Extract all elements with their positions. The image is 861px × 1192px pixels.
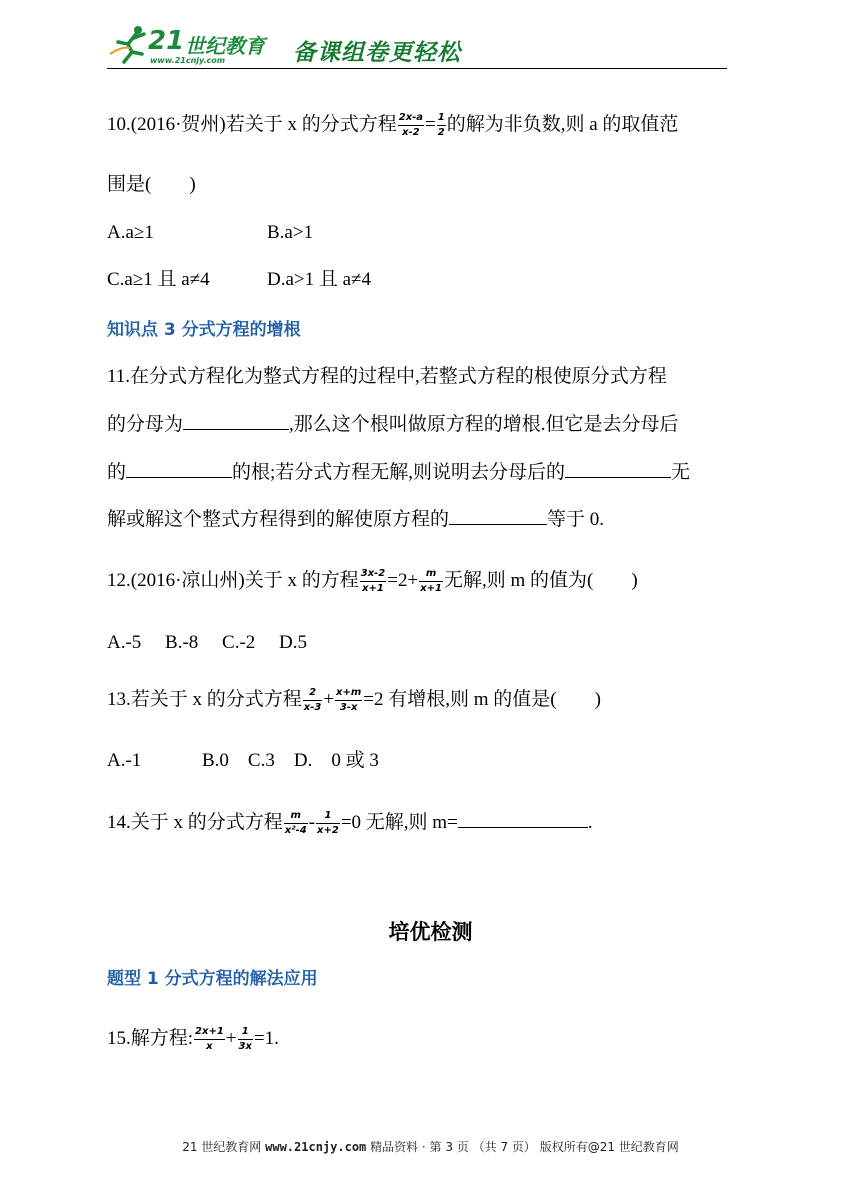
logo-text: 世纪教育 [185, 34, 265, 58]
question-10-line2: 围是( ) [107, 174, 196, 195]
q12-fraction2 [419, 568, 443, 595]
q11-text-g: 等于 0. [547, 509, 605, 530]
header-rule [107, 68, 727, 69]
q10-frac1-num: 2x-a [398, 112, 424, 126]
q15-frac1-den: x [206, 1041, 213, 1053]
question-11-line1: 11.在分式方程化为整式方程的过程中,若整式方程的根使原分式方程 [107, 366, 667, 387]
q12-text1: 12.(2016·凉山州)关于 x 的方程 [107, 570, 359, 591]
section-heading-3: 知识点 3 分式方程的增根 [107, 320, 301, 340]
q12-fraction1 [360, 568, 387, 595]
q11-text-d: 的根;若分式方程无解,则说明去分母后的 [232, 462, 566, 483]
q13-text1: 13.若关于 x 的分式方程 [107, 689, 302, 710]
answer-blank[interactable] [183, 411, 289, 430]
q12-mid: =2+ [387, 570, 419, 591]
page-footer [0, 1138, 861, 1155]
question-10-line1 [107, 112, 678, 139]
type-heading-1: 题型 1 分式方程的解法应用 [107, 969, 318, 989]
q10-text2: 的解为非负数,则 a 的取值范 [446, 114, 679, 135]
q10-frac2-num: 1 [437, 112, 446, 126]
q13-options-rest: B.0 C.3 D. 0 或 3 [202, 750, 379, 771]
q13-plus: + [323, 689, 335, 710]
q13-text2: =2 有增根,则 m 的值是( ) [363, 689, 601, 710]
q13-frac1-num: 2 [303, 687, 323, 701]
q12-options: A.-5 B.-8 C.-2 D.5 [107, 632, 308, 653]
logo-url: www.21cnjy.com [150, 56, 226, 65]
q14-text2: =0 无解,则 m= [340, 812, 458, 833]
q12-text2: 无解,则 m 的值为( ) [444, 570, 638, 591]
q12-frac2-den: x+1 [420, 583, 442, 595]
q10-option-c: C.a≥1 且 a≠4 [107, 269, 210, 290]
q10-fraction2 [437, 112, 446, 139]
q14-fraction2 [316, 810, 340, 837]
q12-frac1-num: 3x-2 [360, 568, 387, 582]
q10-option-a: A.a≥1 [107, 222, 154, 243]
question-12 [107, 568, 638, 595]
q13-frac1-den: x-3 [303, 702, 322, 714]
q14-text1: 14.关于 x 的分式方程 [107, 812, 283, 833]
q10-frac2-den: 2 [437, 127, 445, 139]
q11-text-f: 解或解这个整式方程得到的解使原方程的 [107, 509, 450, 530]
q11-text-c: 的 [107, 462, 127, 483]
question-15 [107, 1026, 279, 1053]
q11-text-a: 的分母为 [107, 414, 184, 435]
q14-fraction1 [284, 810, 308, 837]
footer-url[interactable]: www.21cnjy.com [265, 1140, 367, 1154]
question-11-line2 [107, 411, 679, 438]
answer-blank[interactable] [449, 506, 547, 525]
answer-blank[interactable] [126, 459, 232, 478]
answer-blank[interactable] [565, 459, 671, 478]
answer-blank[interactable] [458, 809, 588, 828]
q11-text-b: ,那么这个根叫做原方程的增根.但它是去分母后 [289, 414, 679, 435]
q14-frac2-num: 1 [316, 810, 340, 824]
q14-frac1-num: m [284, 810, 308, 824]
q10-fraction1 [398, 112, 424, 139]
question-11-line3 [107, 459, 690, 486]
q15-frac2-den: 3x [238, 1041, 252, 1053]
footer-site: 21 世纪教育网 [182, 1140, 262, 1154]
section-title: 培优检测 [388, 920, 473, 944]
footer-page-info: 精品资料 · 第 3 页 （共 7 页） 版权所有@21 世纪教育网 [370, 1140, 679, 1154]
q10-eq: = [425, 114, 436, 135]
q10-frac1-den: x-2 [402, 127, 420, 139]
q15-text1: 15.解方程: [107, 1028, 194, 1049]
q12-frac1-den: x+1 [362, 583, 384, 595]
q15-frac2-num: 1 [238, 1026, 253, 1040]
q13-fraction2 [335, 687, 362, 714]
q15-text2: =1. [253, 1028, 279, 1049]
q15-plus: + [225, 1028, 237, 1049]
q14-frac2-den: x+2 [317, 825, 339, 837]
q15-frac1-num: 2x+1 [194, 1026, 225, 1040]
q13-frac2-den: 3-x [339, 702, 358, 714]
question-11-line4 [107, 506, 604, 533]
q12-frac2-num: m [419, 568, 443, 582]
q11-text-e: 无 [671, 462, 691, 483]
header-slogan: 备课组卷更轻松 [293, 40, 461, 66]
q13-fraction1 [303, 687, 323, 714]
q14-minus: - [308, 812, 316, 833]
q14-frac1-den: x²-4 [284, 825, 307, 837]
q10-text1: 10.(2016·贺州)若关于 x 的分式方程 [107, 114, 397, 135]
question-13 [107, 687, 601, 714]
q15-fraction2 [238, 1026, 253, 1053]
q14-end: . [587, 812, 593, 833]
runner-logo-icon [108, 24, 152, 64]
q13-option-a: A.-1 [107, 750, 142, 771]
q10-option-b: B.a>1 [267, 222, 314, 243]
logo-number: 21 [148, 26, 185, 56]
q10-option-d: D.a>1 且 a≠4 [267, 269, 371, 290]
q15-fraction1 [194, 1026, 225, 1053]
question-14 [107, 809, 593, 837]
q13-frac2-num: x+m [335, 687, 362, 701]
